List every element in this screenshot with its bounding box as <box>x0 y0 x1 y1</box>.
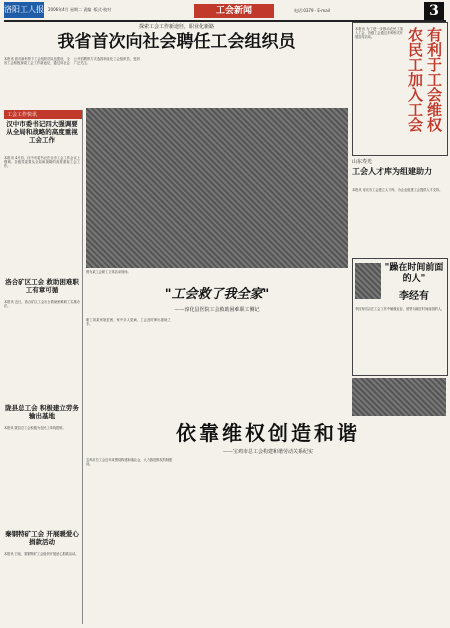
section-title: 工会新闻 <box>194 4 274 18</box>
contact-info: 电话:0379 · E-mail <box>294 8 330 13</box>
left-item2-body: 本报讯 近日，洛合矿区工会出台救助困难职工实施办法。 <box>4 300 80 308</box>
left-item1-body: 本报讯 4月初，汉中市委书记在全市工会工作会议上强调，各级党委要从全局和战略的高度重视工会工作。 <box>4 156 80 168</box>
portrait-photo <box>355 263 381 299</box>
feature-subtitle: ——淳化县医院工会救助困难职工侧记 <box>174 307 260 313</box>
right-feature-body: 本报讯 寿光市工会建立人才库，为企业组建工会提供人才支持。 <box>352 188 443 192</box>
feature-body: 职工刘某家境贫困，家中多人患病，工会及时伸出援助之手。 <box>86 318 171 326</box>
left-item2-title: 洛合矿区工会 救助困难职工有章可循 <box>5 278 79 294</box>
photo-caption: 图为某工会职工文体活动现场。 <box>86 270 131 274</box>
lead-body: 本报讯 面对新形势下工会组织员队伍建设，全省工会积极探索工会工作新途径，通过向社会公开招聘的方式选拔职业化工会组织员，受到广泛关注。 <box>4 57 140 65</box>
quote-body: 李经有同志在工会工作中兢兢业业，被誉为跑在时间前面的人。 <box>355 307 445 311</box>
masthead <box>4 2 446 22</box>
left-item4-title: 秦钢特矿工会 开展暖爱心捐款活动 <box>5 530 79 546</box>
left-section-label: 工会工作快讯 <box>4 110 82 119</box>
page-number: 3 <box>424 2 444 20</box>
right-feature-kicker: 山东寿光 <box>352 159 373 165</box>
lead-kicker: 探索工会工作新途径，职业化新路 <box>138 24 214 30</box>
sidebox-body: 本报讯 为了进一步推动农民工加入工会，各级工会通过多种形式开展宣传活动。 <box>355 27 403 39</box>
feature-headline: "工会救了我全家" <box>164 287 270 302</box>
secondary-photo <box>352 378 446 416</box>
lead-headline: 我省首次向社会聘任工会组织员 <box>57 32 296 52</box>
right-sidebox <box>352 22 448 156</box>
right-feature-headline: 工会人才库为组建助力 <box>352 166 432 176</box>
banner-subtitle: ——宝鸡市总工会构建和谐劳动关系纪实 <box>222 449 313 455</box>
quote-name: 李经有 <box>399 291 429 302</box>
sidebox-title: 有利于工会维权 农民工加入工会 <box>406 27 443 132</box>
left-item3-title: 陇县总工会 积极建立劳务输出基地 <box>5 404 79 420</box>
left-column <box>4 110 83 624</box>
bottom-body: 宝鸡市总工会近年来围绕构建和谐社会，大力推进维权机制建设。 <box>86 458 173 466</box>
main-photo <box>86 108 348 268</box>
quote-title: "躁在时间前面的人" <box>384 263 444 284</box>
left-item4-body: 本报讯 日前，秦钢特矿工会组织开展爱心捐款活动。 <box>4 552 79 556</box>
newspaper-logo: 洛阳工人报 <box>4 2 44 18</box>
quote-box <box>352 258 448 376</box>
left-item3-body: 本报讯 陇县总工会积极为农民工牵线搭桥。 <box>4 426 66 430</box>
left-item1-title: 汉中市委书记四大强调要从全局和战略的高度重视工会工作 <box>6 120 78 144</box>
issue-meta: 2006年4月 星期二 责编 ·版式·校对 <box>48 7 112 12</box>
banner-headline: 依靠维权创造和谐 <box>176 421 360 445</box>
